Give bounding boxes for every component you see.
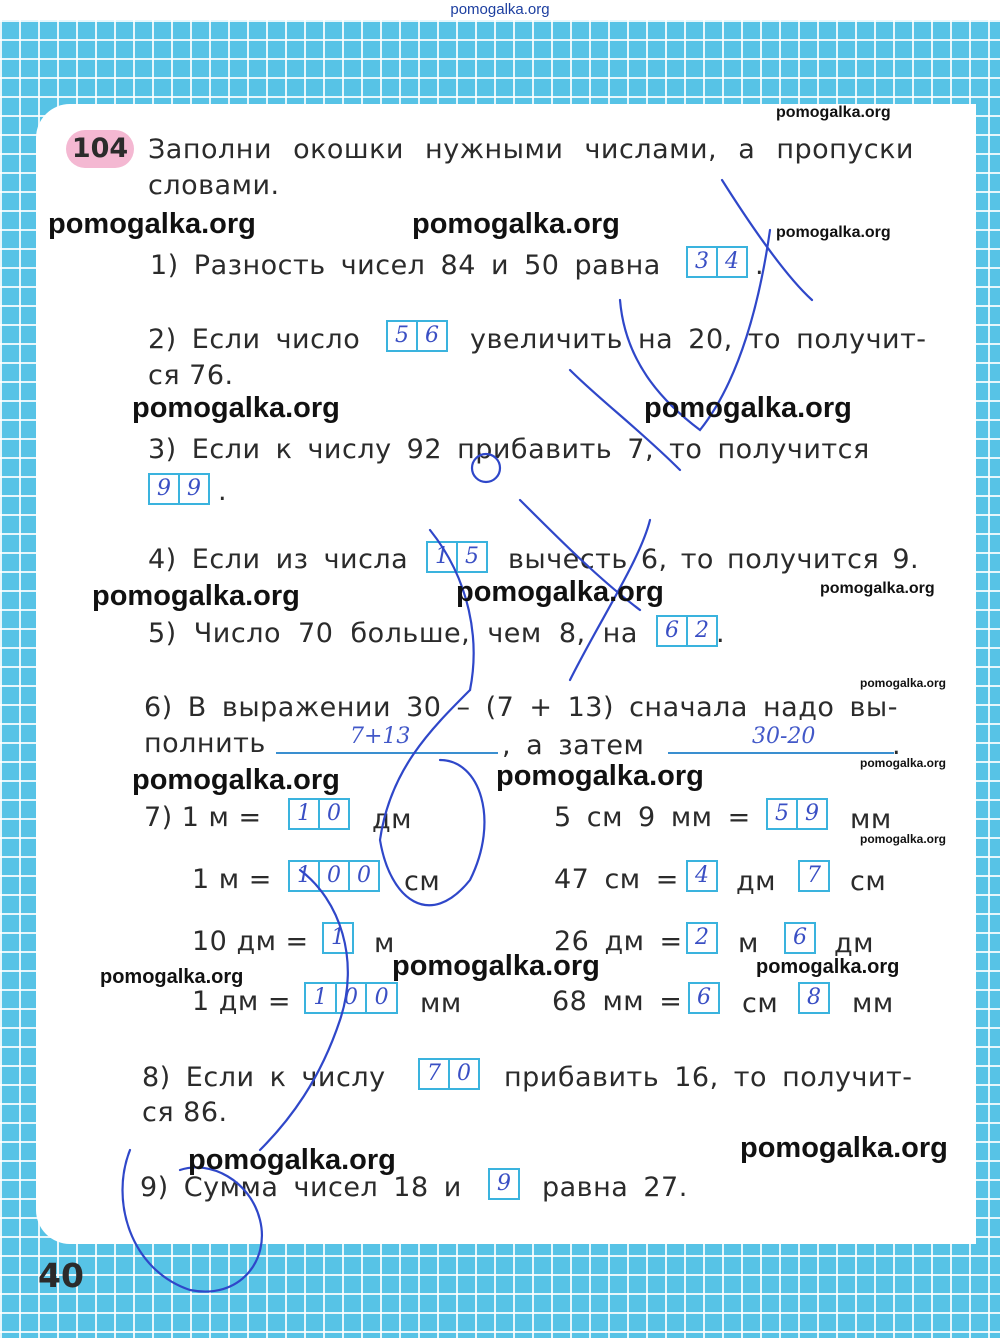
item-1-text: 1) Разность чисел 84 и 50 равна [150,250,661,281]
item-7-r1-left-text: 7) 1 м = [144,802,262,833]
item-5-answer-box[interactable] [656,615,718,647]
item-7-r3-right-text: 26 дм = [554,926,683,957]
answer-digit: 4 [695,863,709,888]
answer-digit: 9 [805,801,819,826]
answer-digit: 0 [337,984,368,1012]
answer-digit: 6 [425,323,439,348]
item-7-r4-right-box-1[interactable] [688,982,720,1014]
item-7-r4-right-unit-2: мм [852,988,894,1019]
answer-digit: 7 [420,1060,450,1088]
answer-digit: 5 [768,800,798,828]
watermark: pomogalka.org [412,208,620,240]
answer-digit: 1 [306,984,337,1012]
item-5-text: 5) Число 70 больше, чем 8, на [148,618,638,649]
answer-digit: 2 [695,618,709,643]
answer-digit: 8 [807,985,821,1010]
source-link[interactable]: pomogalka.org [450,1,550,18]
task-instruction-line1: Заполни окошки нужными числами, а пропуски [148,134,914,165]
item-7-r4-left-unit: мм [420,988,462,1019]
answer-digit: 0 [457,1061,471,1086]
answer-digit: 5 [388,322,418,350]
item-2-text-c: ся 76. [148,360,234,391]
item-2-text-b: увеличить на 20, то получит- [470,324,927,355]
item-7-r2-right-text: 47 см = [554,864,679,895]
item-9-answer-box[interactable] [488,1168,520,1200]
item-8-text-b: прибавить 16, то получит- [504,1062,913,1093]
item-7-r1-right-unit: мм [850,804,892,835]
item-7-r2-left-text: 1 м = [192,864,272,895]
item-7-r3-left-box[interactable] [322,922,354,954]
item-7-r3-right-unit-2: дм [834,928,875,959]
answer-digit: 1 [331,925,345,950]
item-6-end: . [892,730,902,761]
item-7-r2-right-box-1[interactable] [686,860,718,892]
item-7-r3-right-unit-1: м [738,928,759,959]
item-7-r4-left-box[interactable] [304,982,398,1014]
item-6-text-b: полнить [144,728,266,759]
item-8-text-a: 8) Если к числу [142,1062,386,1093]
answer-digit: 4 [725,249,739,274]
answer-digit: 1 [290,800,320,828]
answer-digit: 1 [428,543,458,571]
watermark: pomogalka.org [756,956,900,978]
watermark: pomogalka.org [188,1144,396,1176]
answer-digit: 0 [327,801,341,826]
item-6-blank-1[interactable] [276,752,498,754]
watermark: pomogalka.org [100,966,244,988]
answer-digit: 6 [697,985,711,1010]
item-4-text-b: вычесть 6, то получится 9. [508,544,920,575]
item-6-blank-2-answer: 30-20 [752,724,816,749]
item-7-r2-left-unit: см [404,866,441,897]
item-7-r2-right-unit-2: см [850,866,887,897]
item-3-end: . [218,476,228,507]
answer-digit: 3 [688,248,718,276]
watermark: pomogalka.org [132,392,340,424]
item-1-answer-box[interactable] [686,246,748,278]
watermark: pomogalka.org [820,580,935,597]
item-7-r4-right-text: 68 мм = [552,986,683,1017]
watermark: pomogalka.org [48,208,256,240]
item-2-answer-box[interactable] [386,320,448,352]
item-7-r3-right-box-1[interactable] [686,922,718,954]
answer-digit: 0 [374,985,389,1010]
page-number: 40 [38,1256,84,1295]
watermark: pomogalka.org [740,1132,948,1164]
item-7-r4-right-unit-1: см [742,988,779,1019]
item-7-r4-left-text: 1 дм = [192,986,292,1017]
item-8-text-c: ся 86. [142,1097,228,1128]
item-7-r1-left-box[interactable] [288,798,350,830]
answer-digit: 9 [187,476,201,501]
item-6-blank-1-answer: 7+13 [350,724,411,749]
item-5-end: . [716,618,726,649]
item-7-r2-right-box-2[interactable] [798,860,830,892]
answer-digit: 0 [320,862,350,890]
item-6-text-a: 6) В выражении 30 – (7 + 13) сначала надо вы- [144,692,898,723]
answer-digit: 1 [290,862,320,890]
item-4-answer-box[interactable] [426,541,488,573]
item-7-r1-right-box[interactable] [766,798,828,830]
answer-digit: 6 [793,925,807,950]
item-7-r1-left-unit: дм [372,804,413,835]
item-2-text-a: 2) Если число [148,324,361,355]
watermark: pomogalka.org [456,576,664,608]
item-7-r2-right-unit-1: дм [736,866,777,897]
item-9-text-a: 9) Сумма чисел 18 и [140,1172,462,1203]
watermark: pomogalka.org [860,832,947,846]
watermark: pomogalka.org [860,676,947,690]
answer-digit: 7 [807,863,821,888]
item-1-end: . [755,250,765,281]
watermark: pomogalka.org [92,580,300,612]
item-3-answer-box[interactable] [148,473,210,505]
task-number-badge: 104 [66,130,134,168]
watermark: pomogalka.org [644,392,852,424]
answer-digit: 9 [150,475,180,503]
item-7-r2-left-box[interactable] [288,860,380,892]
answer-digit: 6 [658,617,688,645]
watermark: pomogalka.org [392,950,600,982]
item-7-r3-left-text: 10 дм = [192,926,309,957]
watermark: pomogalka.org [860,756,947,770]
watermark: pomogalka.org [776,224,891,241]
answer-digit: 0 [357,863,371,888]
watermark: pomogalka.org [496,760,704,792]
item-3-text: 3) Если к числу 92 прибавить 7, то получится [148,434,870,465]
answer-digit: 5 [465,544,479,569]
item-9-text-b: равна 27. [542,1172,688,1203]
item-4-text-a: 4) Если из числа [148,544,409,575]
watermark: pomogalka.org [776,104,891,121]
item-7-r3-right-box-2[interactable] [784,922,816,954]
task-instruction-line2: словами. [148,170,280,201]
item-7-r4-right-box-2[interactable] [798,982,830,1014]
answer-digit: 9 [497,1171,511,1196]
item-7-r3-left-unit: м [374,928,395,959]
item-7-r1-right-text: 5 см 9 мм = [554,802,751,833]
watermark: pomogalka.org [132,764,340,796]
item-6-text-c: , а затем [502,730,645,761]
item-6-blank-2[interactable] [668,752,894,754]
item-8-answer-box[interactable] [418,1058,480,1090]
answer-digit: 2 [695,925,709,950]
